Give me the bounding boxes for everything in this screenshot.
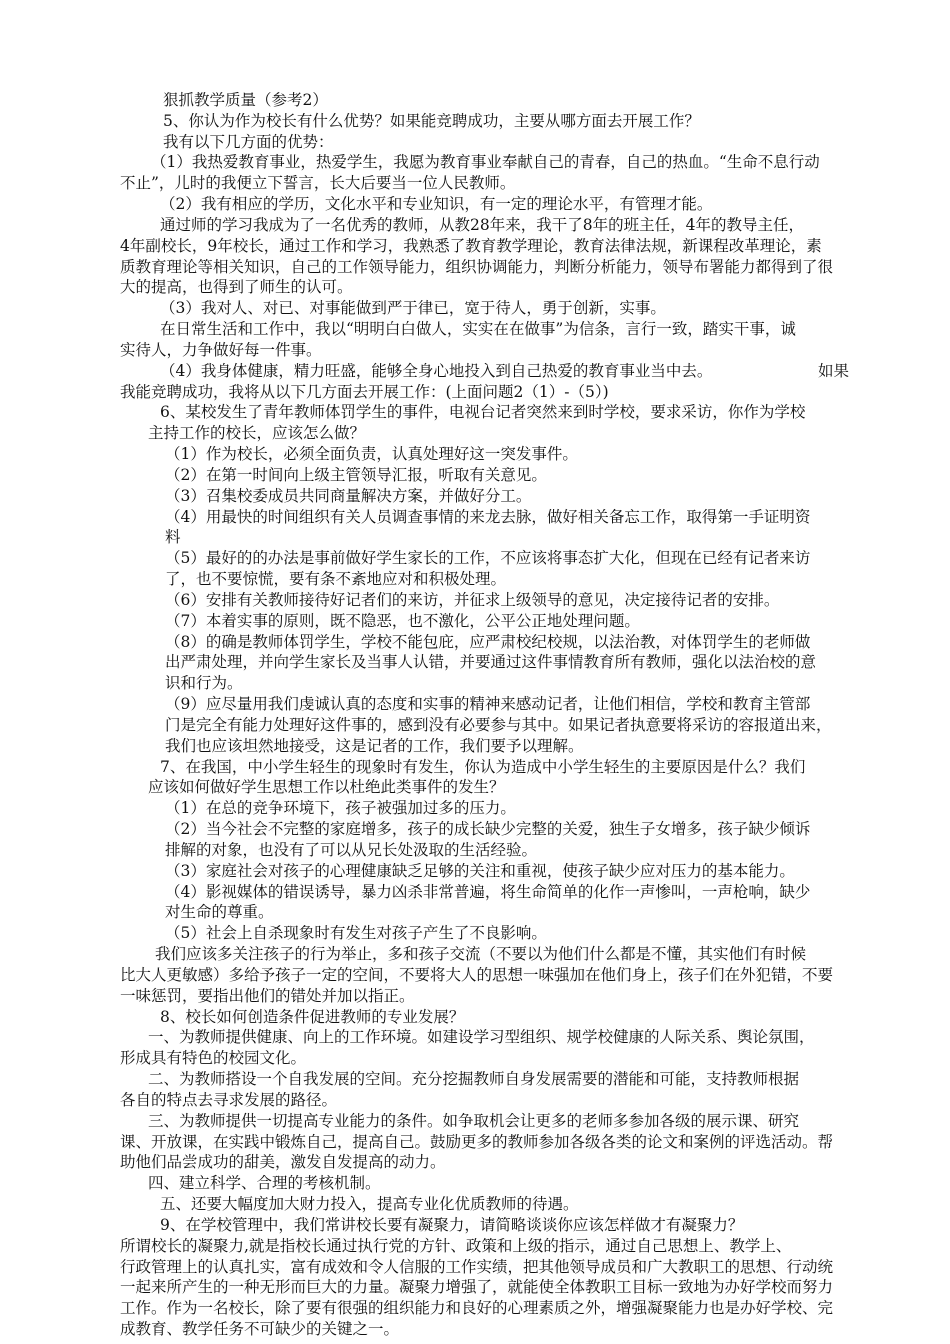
text-line: 排解的对象，也没有了可以从兄长处汲取的生活经验。 — [165, 841, 538, 859]
text-line: 三、为教师提供一切提高专业能力的条件。如争取机会让更多的老师多参加各级的展示课、研究 — [148, 1112, 800, 1130]
text-line: （6）安排有关教师接待好记者们的来访，并征求上级领导的意见，决定接待记者的安排。 — [165, 591, 780, 609]
text-line: 7、在我国，中小学生轻生的现象时有发生，你认为造成中小学生轻生的主要原因是什么？我们 — [160, 758, 806, 776]
text-line: 比大人更敏感）多给予孩子一定的空间，不要将大人的思想一味强加在他们身上，孩子们在外犯错，不要 — [120, 966, 834, 984]
text-line: 对生命的尊重。 — [165, 903, 274, 921]
text-line: 所谓校长的凝聚力,就是指校长通过执行党的方针、政策和上级的指示，通过自己思想上、教学上、 — [120, 1237, 792, 1255]
text-line: 6、某校发生了青年教师体罚学生的事件，电视台记者突然来到时学校，要求采访，你作为学校 — [160, 403, 806, 421]
text-line: 在日常生活和工作中，我以“明明白白做人，实实在在做事”为信条，言行一致，踏实干事，诚 — [160, 320, 796, 338]
text-line: （1）在总的竞争环境下，孩子被强加过多的压力。 — [165, 799, 516, 817]
text-line: （3）我对人、对已、对事能做到严于律已，宽于待人，勇于创新，实事。 — [160, 299, 666, 317]
text-line: 出严肃处理，并向学生家长及当事人认错，并要通过这件事情教育所有教师，强化以法治校的意 — [165, 653, 817, 671]
text-line: 五、还要大幅度加大财力投入，提高专业化优质教师的待遇。 — [160, 1195, 579, 1213]
text-line: 应该如何做好学生思想工作以杜绝此类事件的发生？ — [148, 778, 505, 796]
text-line: 我有以下几方面的优势： — [163, 133, 334, 151]
text-line: （4）影视媒体的错误诱导，暴力凶杀非常普遍，将生命简单的化作一声惨叫，一声枪响，缺少 — [165, 883, 811, 901]
text-line: 通过师的学习我成为了一名优秀的教师，从教28年来，我干了8年的班主任，4年的教导主任， — [160, 216, 804, 234]
text-line: 实待人，力争做好每一件事。 — [120, 341, 322, 359]
text-line: （5）社会上自杀现象时有发生对孩子产生了不良影响。 — [165, 924, 547, 942]
text-line: 8、校长如何创造条件促进教师的专业发展？ — [160, 1008, 465, 1026]
text-line: （7）本着实事的原则，既不隐恶，也不激化，公平公正地处理问题。 — [165, 612, 640, 630]
text-line: （1）我热爱教育事业，热爱学生，我愿为教育事业奉献自己的青春，自己的热血。“生命不息行动 — [151, 153, 820, 171]
text-line: 一味惩罚，要指出他们的错处并加以指正。 — [120, 987, 415, 1005]
text-line: 狠抓教学质量（参考2） — [163, 91, 328, 109]
text-line: 我们也应该坦然地接受，这是记者的工作，我们要予以理解。 — [165, 737, 584, 755]
text-line: 各自的特点去寻求发展的路径。 — [120, 1091, 338, 1109]
text-line: 我们应该多关注孩子的行为举止，多和孩子交流（不要以为他们什么都是不懂，其实他们有时候 — [155, 945, 807, 963]
text-line: 一、为教师提供健康、向上的工作环境。如建设学习型组织、规学校健康的人际关系、舆论氛围， — [148, 1028, 815, 1046]
text-line: 我能竞聘成功，我将从以下几方面去开展工作：(上面问题2（1）-（5）) — [120, 383, 609, 401]
text-line: 二、为教师搭设一个自我发展的空间。充分挖掘教师自身发展需要的潜能和可能，支持教师根据 — [148, 1070, 800, 1088]
text-line: 门是完全有能力处理好这件事的，感到没有必要参与其中。如果记者执意要将采访的容报道出来， — [165, 716, 832, 734]
text-line: （3）召集校委成员共同商量解决方案，并做好分工。 — [165, 487, 532, 505]
text-line: （2）我有相应的学历，文化水平和专业知识，有一定的理论水平，有管理才能。 — [160, 195, 713, 213]
text-line: 四、建立科学、合理的考核机制。 — [148, 1174, 381, 1192]
text-line: 4年副校长，9年校长，通过工作和学习，我熟悉了教育教学理论，教育法律法规，新课程改革理论，素 — [120, 237, 822, 255]
text-line: 主持工作的校长，应该怎么做？ — [148, 424, 366, 442]
text-line: （4）我身体健康，精力旺盛，能够全身心地投入到自己热爱的教育事业当中去。 — [160, 362, 713, 380]
text-line: （4）用最快的时间组织有关人员调查事情的来龙去脉，做好相关备忘工作，取得第一手证明资 — [165, 508, 811, 526]
text-line: （8）的确是教师体罚学生，学校不能包庇，应严肃校纪校规，以法治教，对体罚学生的老师做 — [165, 633, 811, 651]
text-line: 9、在学校管理中，我们常讲校长要有凝聚力，请简略谈谈你应该怎样做才有凝聚力？ — [160, 1216, 744, 1234]
text-line: 料 — [165, 528, 181, 546]
text-line: 如果 — [818, 362, 850, 380]
text-line: 成教育、教学任务不可缺少的关键之一。 — [120, 1320, 400, 1338]
text-line: 质教育理论等相关知识，自己的工作领导能力，组织协调能力，判断分析能力，领导布署能力都得到了很 — [120, 258, 834, 276]
text-line: 行政管理上的认真扎实，富有成效和令人信服的工作实绩，把其他领导成员和广大教职工的思想、行动统 — [120, 1258, 834, 1276]
text-line: 课、开放课，在实践中锻炼自己，提高自己。鼓励更多的教师参加各级各类的论文和案例的评选活动。帮 — [120, 1133, 834, 1151]
text-line: （2）在第一时间向上级主管领导汇报，听取有关意见。 — [165, 466, 547, 484]
text-line: 大的提高，也得到了师生的认可。 — [120, 278, 353, 296]
text-line: 形成具有特色的校园文化。 — [120, 1049, 307, 1067]
text-line: （3）家庭社会对孩子的心理健康缺乏足够的关注和重视，使孩子缺少应对压力的基本能力。 — [165, 862, 795, 880]
text-line: （1）作为校长，必须全面负责，认真处理好这一突发事件。 — [165, 445, 578, 463]
text-line: （2）当今社会不完整的家庭增多，孩子的成长缺少完整的关爱，独生子女增多，孩子缺少倾诉 — [165, 820, 811, 838]
text-line: （9）应尽量用我们虔诚认真的态度和实事的精神来感动记者，让他们相信，学校和教育主管部 — [165, 695, 811, 713]
text-line: 一起来所产生的一种无形而巨大的力量。凝聚力增强了，就能使全体教职工目标一致地为办好学校而努力 — [120, 1278, 834, 1296]
text-line: 不止”，儿时的我便立下誓言，长大后要当一位人民教师。 — [120, 174, 516, 192]
text-line: 助他们品尝成功的甜美，激发自发提高的动力。 — [120, 1153, 446, 1171]
text-line: 工作。作为一名校长，除了要有很强的组织能力和良好的心理素质之外，增强凝聚能力也是办好学校、完 — [120, 1299, 834, 1317]
text-line: 识和行为。 — [165, 674, 243, 692]
text-line: 了，也不要惊慌，要有条不紊地应对和积极处理。 — [165, 570, 507, 588]
text-line: 5、你认为作为校长有什么优势？如果能竞聘成功，主要从哪方面去开展工作？ — [163, 112, 700, 130]
text-line: （5）最好的的办法是事前做好学生家长的工作，不应该将事态扩大化，但现在已经有记者来访 — [165, 549, 811, 567]
